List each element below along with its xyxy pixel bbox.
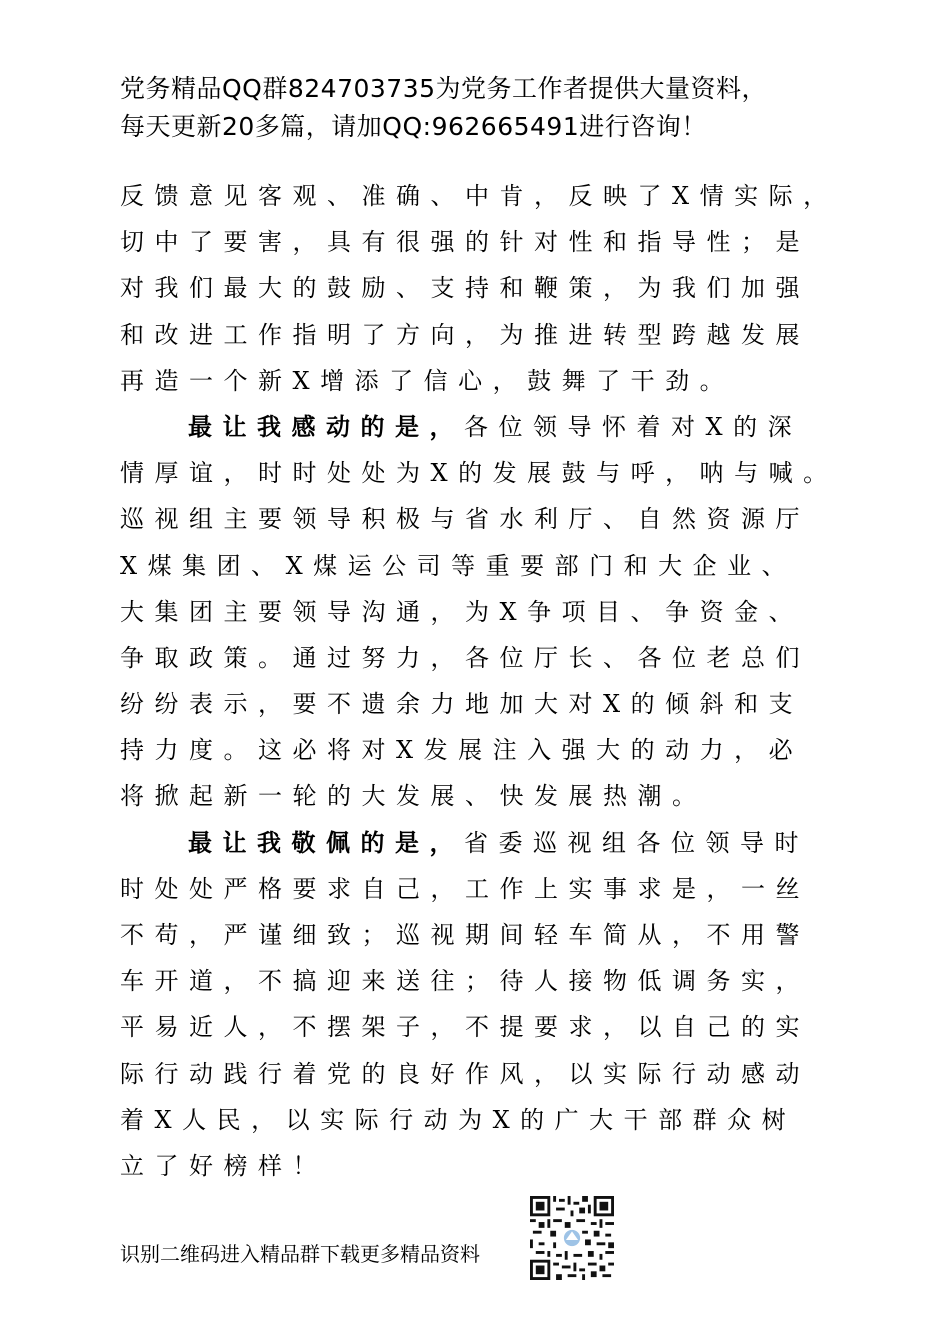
text-line: 平易近人，不摆架子，不提要求，以自己的实 (120, 1013, 810, 1042)
text-line: 情厚谊，时时处处为X的发展鼓与呼，呐与喊。 (120, 459, 838, 488)
text-line: 立了好榜样！ (120, 1151, 327, 1180)
text-line: 再造一个新X增添了信心，鼓舞了干劲。 (120, 366, 735, 395)
text-line: 和改进工作指明了方向，为推进转型跨越发展 (120, 320, 810, 349)
text-line: 着X人民，以实际行动为X的广大干部群众树 (120, 1105, 797, 1134)
text-span: 省委巡视组各位领导时 (464, 828, 809, 857)
text-line: 不苟，严谨细致；巡视期间轻车简从，不用警 (120, 921, 810, 949)
text-line: 争取政策。通过努力，各位厅长、各位老总们 (120, 643, 810, 672)
paragraph-first-line (120, 404, 840, 450)
text-line: 车开道，不搞迎来送往；待人接物低调务实， (120, 967, 810, 996)
text-line: X煤集团、X煤运公司等重要部门和大企业、 (120, 551, 797, 580)
text-line: 持力度。这必将对X发展注入强大的动力，必 (120, 736, 804, 765)
paragraph-3 (120, 820, 840, 1190)
paragraph-1 (120, 173, 840, 404)
text-line: 际行动践行着党的良好作风，以实际行动感动 (120, 1059, 810, 1088)
qr-code-icon[interactable] (530, 1196, 614, 1280)
paragraph-first-line (120, 820, 840, 866)
text-line: 巡视组主要领导积极与省水利厅、自然资源厅 (120, 505, 810, 534)
text-line: 将掀起新一轮的大发展、快发展热潮。 (120, 782, 707, 811)
footer-caption: 识别二维码进入精品群下载更多精品资料 (120, 1242, 480, 1266)
header-line-1: 党务精品QQ群824703735为党务工作者提供大量资料， (120, 74, 768, 103)
document-body (120, 173, 840, 1189)
text-line: 切中了要害，具有很强的针对性和指导性；是 (120, 228, 810, 257)
text-span: 各位领导怀着对X的深 (464, 412, 803, 441)
paragraph-lead: 最让我敬佩的是， (188, 828, 464, 857)
header-line-2: 每天更新20多篇，请加QQ:962665491进行咨询！ (120, 112, 707, 141)
text-line: 纷纷表示，要不遗余力地加大对X的倾斜和支 (120, 690, 804, 719)
text-line: 大集团主要领导沟通，为X争项目、争资金、 (120, 597, 804, 626)
text-line: 对我们最大的鼓励、支持和鞭策，为我们加强 (120, 274, 810, 303)
text-line: 反馈意见客观、准确、中肯，反映了X情实际， (120, 182, 838, 210)
paragraph-lead: 最让我感动的是， (188, 412, 464, 441)
text-line: 时处处严格要求自己，工作上实事求是，一丝 (120, 874, 810, 903)
header-notice (120, 70, 840, 146)
paragraph-2 (120, 404, 840, 820)
